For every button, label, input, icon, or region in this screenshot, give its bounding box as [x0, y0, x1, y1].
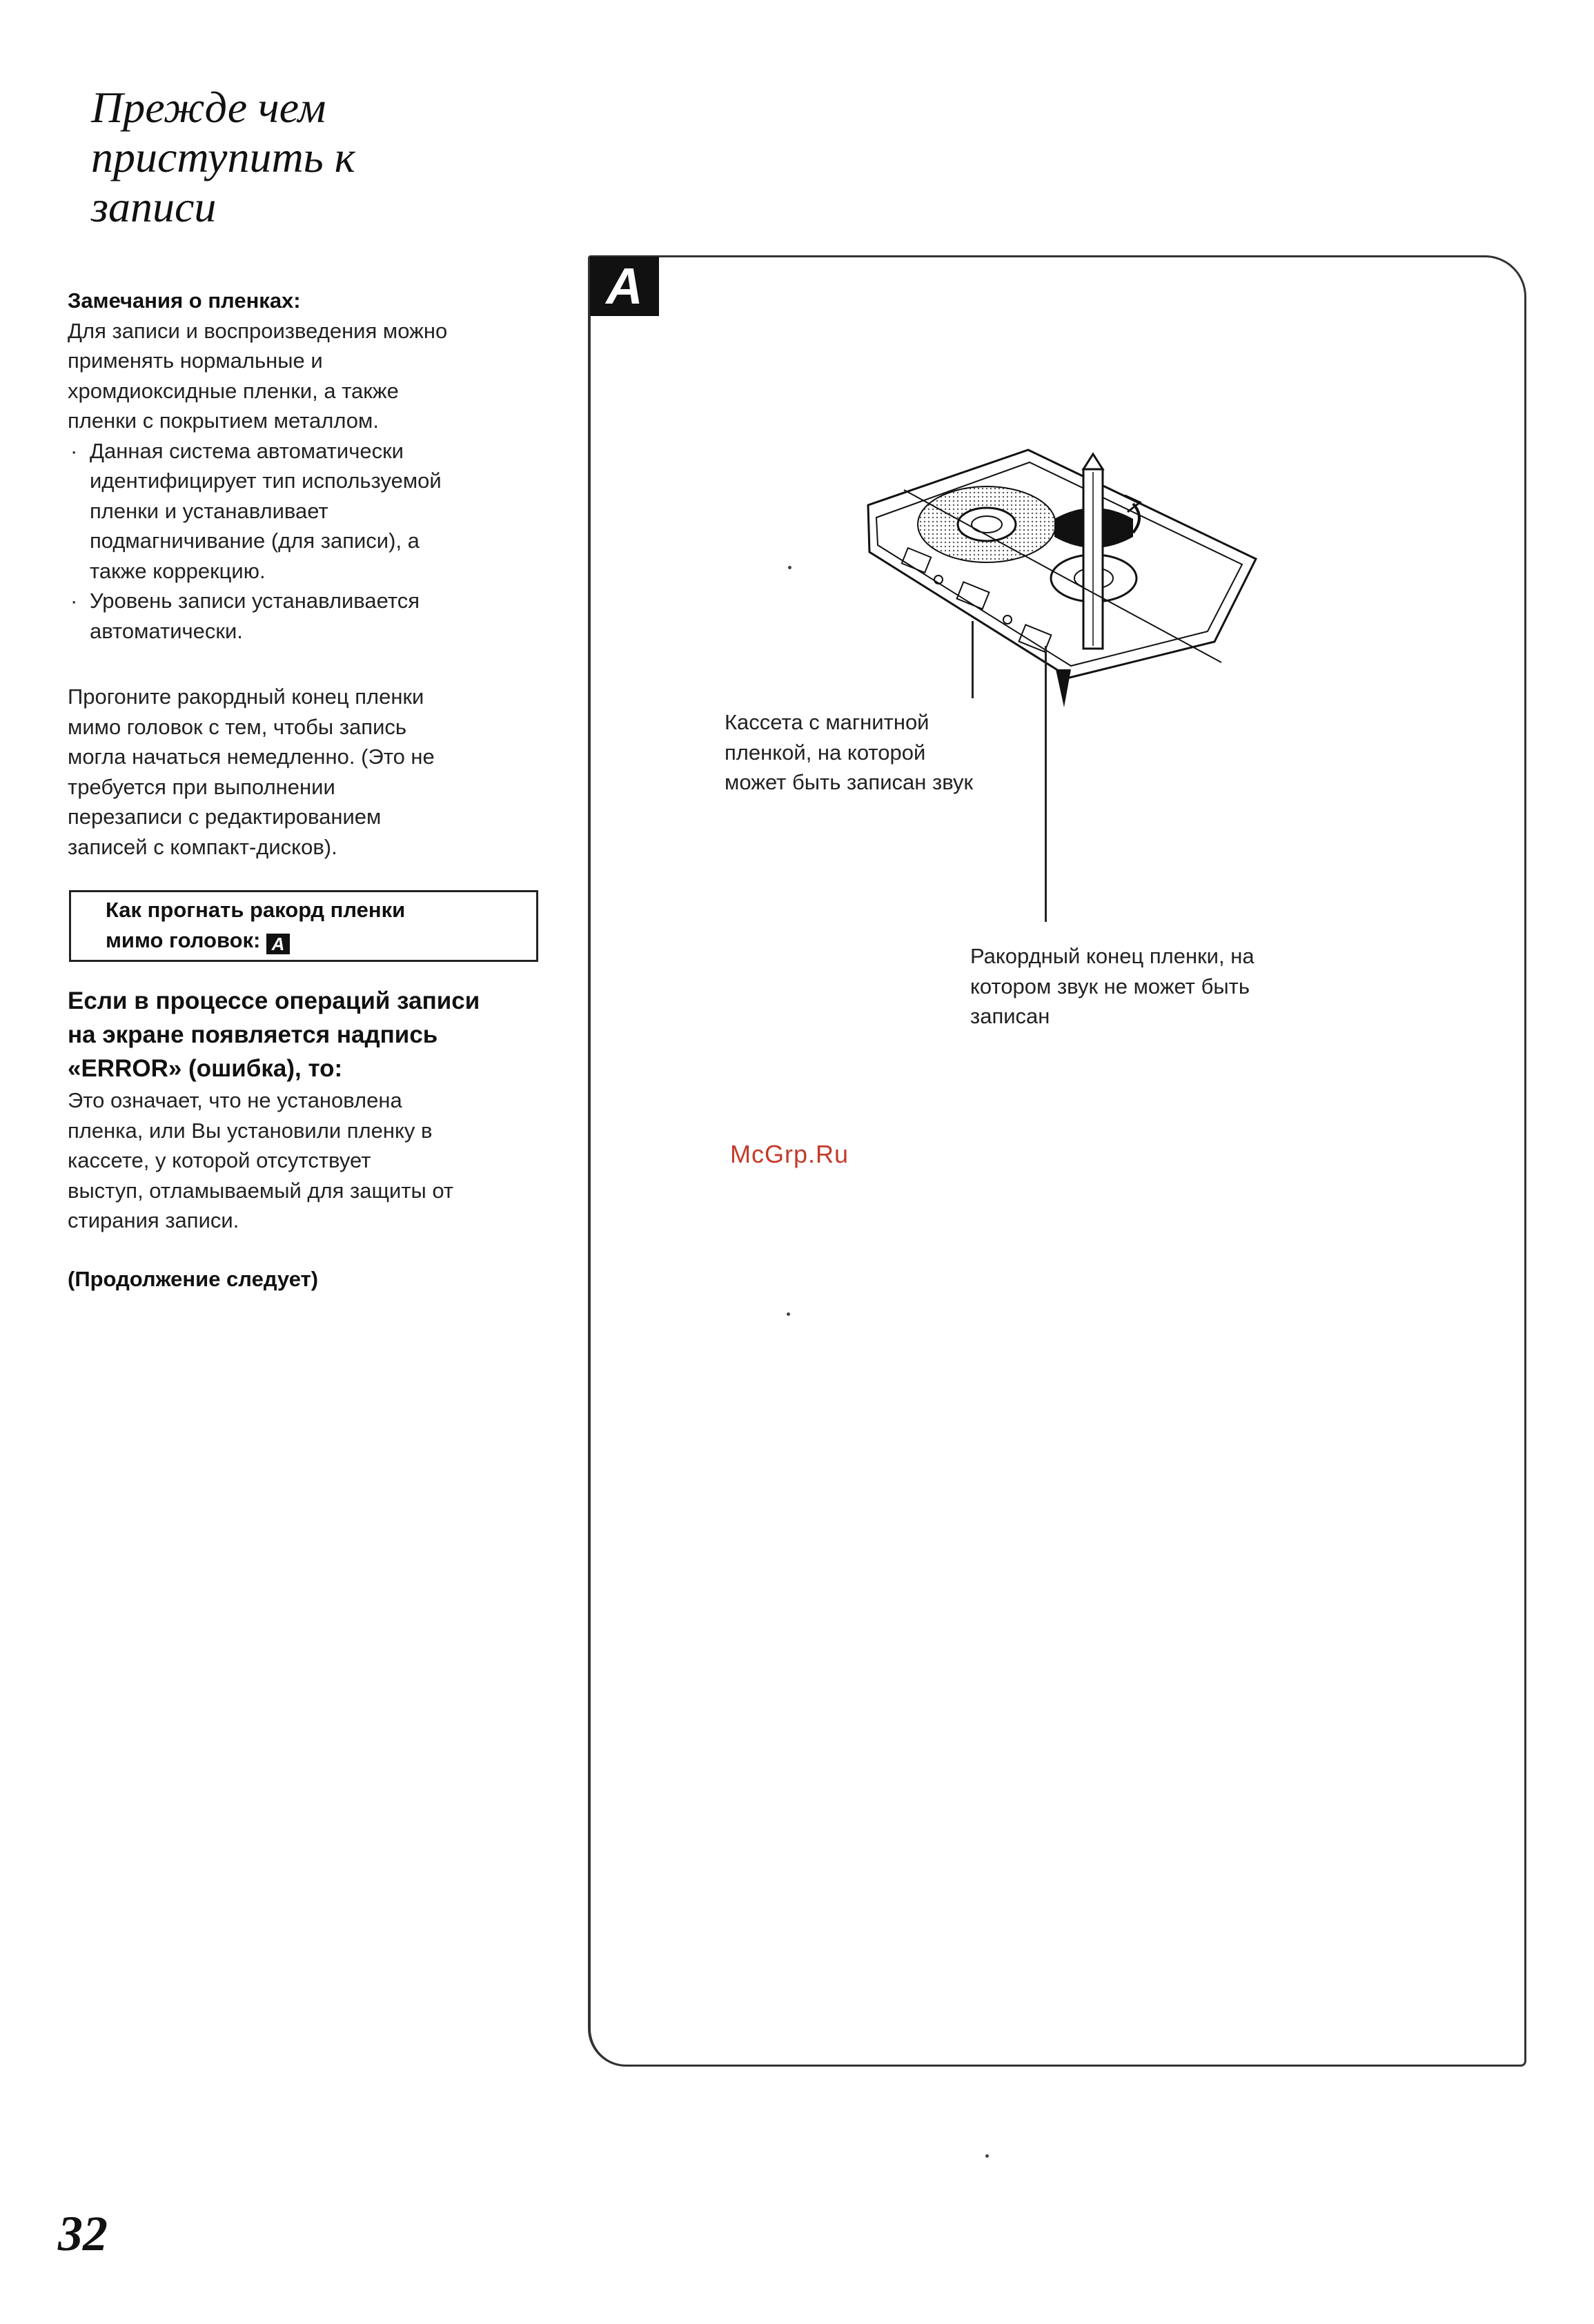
- page-number: 32: [58, 2206, 108, 2261]
- howto-box: [69, 890, 538, 962]
- page-title: [91, 83, 505, 232]
- figure-a-marker: A: [266, 934, 290, 954]
- text-line: Это означает, что не установлена: [68, 1088, 402, 1112]
- text-line: автоматически.: [90, 618, 243, 643]
- text-line: пленкой, на которой: [725, 740, 926, 765]
- cassette-with-pencil-icon: [849, 442, 1277, 731]
- text-line: идентифицирует тип используемой: [90, 469, 442, 493]
- tape-notes-paragraph: [68, 316, 551, 436]
- text-line: стирания записи.: [68, 1208, 239, 1232]
- text-line: могла начаться немедленно. (Это не: [68, 745, 435, 769]
- leader-paragraph: [68, 682, 551, 862]
- text-line: Если в процессе операций записи: [68, 987, 480, 1014]
- text-line: выступ, отламываемый для защиты от: [68, 1178, 454, 1203]
- leader-label: [970, 941, 1254, 1032]
- text-line: записей с компакт-дисков).: [68, 834, 337, 859]
- tape-notes-heading: Замечания о пленках:: [68, 288, 301, 313]
- bullet-auto-level: [68, 586, 551, 646]
- watermark: McGrp.Ru: [730, 1140, 849, 1168]
- bullet-auto-tape-type: [68, 436, 551, 587]
- print-dot: [787, 1312, 790, 1316]
- title-line-3: записи: [91, 182, 217, 231]
- howto-line-1: Как прогнать ракорд пленки: [106, 898, 406, 922]
- cassette-label-leader-line: [972, 621, 974, 698]
- text-line: кассете, у которой отсутствует: [68, 1148, 371, 1172]
- text-line: котором звук не может быть: [970, 974, 1250, 998]
- error-body: [68, 1085, 551, 1236]
- leader-label-leader-line: [1045, 646, 1047, 922]
- text-line: применять нормальные и: [68, 348, 323, 373]
- text-line: Для записи и воспроизведения можно: [68, 318, 448, 343]
- text-line: · Данная система автоматически: [90, 438, 404, 463]
- howto-line-2: мимо головок:: [106, 928, 261, 952]
- text-line: на экране появляется надпись: [68, 1021, 438, 1048]
- howto-line-2-wrap: [106, 925, 536, 956]
- text-line: мимо головок с тем, чтобы запись: [68, 714, 407, 739]
- text-line: хромдиоксидные пленки, а также: [68, 378, 399, 403]
- error-heading: [68, 984, 551, 1085]
- tape-notes-section: [68, 286, 551, 646]
- print-dot: [985, 2154, 989, 2158]
- figure-badge: A: [590, 257, 659, 316]
- text-line: записан: [970, 1004, 1050, 1028]
- title-line-1: Прежде чем: [91, 83, 326, 132]
- title-line-2: приступить к: [91, 132, 355, 181]
- cassette-label: [725, 707, 973, 798]
- text-line: пленки и устанавливает: [90, 498, 328, 523]
- text-line: подмагничивание (для записи), а: [90, 529, 420, 553]
- text-line: «ERROR» (ошибка), то:: [68, 1055, 343, 1082]
- text-line: перезаписи с редактированием: [68, 805, 382, 829]
- text-line: · Уровень записи устанавливается: [90, 589, 420, 613]
- text-line: Ракордный конец пленки, на: [970, 944, 1254, 968]
- error-section: [68, 984, 551, 1236]
- text-line: пленка, или Вы установили пленку в: [68, 1118, 433, 1143]
- print-dot: [788, 566, 791, 569]
- text-line: может быть записан звук: [725, 770, 974, 794]
- text-line: пленки с покрытием металлом.: [68, 408, 379, 433]
- text-line: также коррекцию.: [90, 558, 266, 583]
- text-line: Прогоните ракордный конец пленки: [68, 685, 424, 709]
- continued-note: (Продолжение следует): [68, 1267, 319, 1291]
- text-line: Кассета с магнитной: [725, 710, 929, 734]
- text-line: требуется при выполнении: [68, 774, 335, 799]
